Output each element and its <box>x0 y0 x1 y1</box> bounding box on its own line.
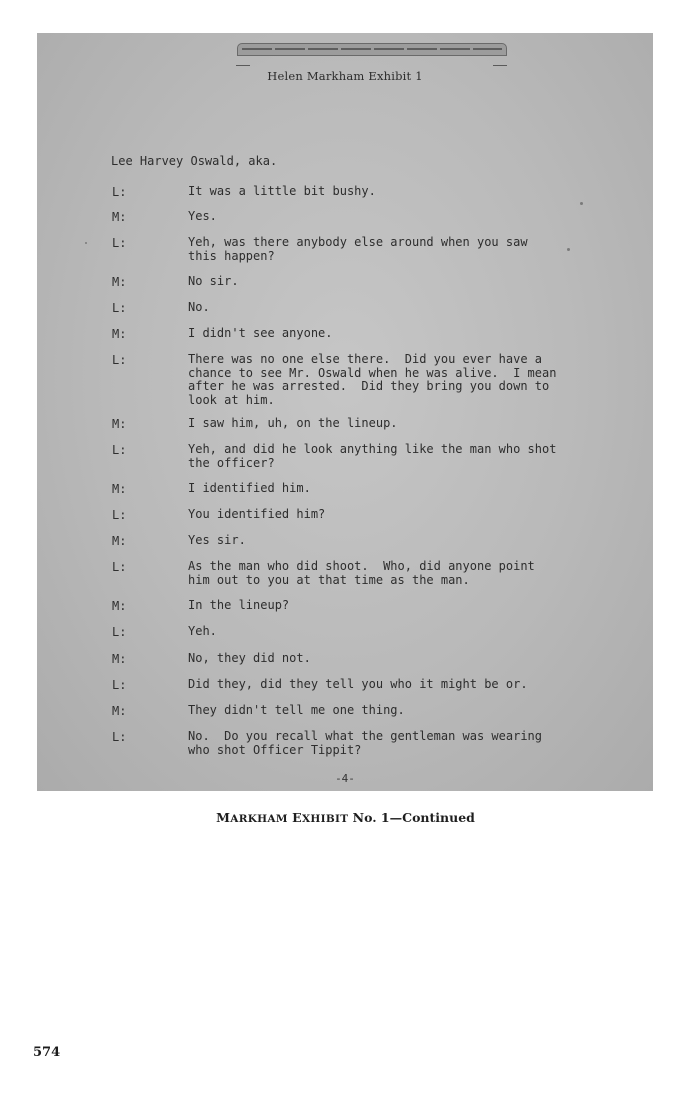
dialogue-text: As the man who did shoot. Who, did anyone point him out to you at that time as the man. <box>188 559 535 587</box>
dialogue-text: Yeh. <box>188 624 217 638</box>
speaker-label: L: <box>112 678 127 692</box>
speaker-label: L: <box>112 625 127 639</box>
caption-part: No. 1—Continued <box>348 810 475 825</box>
dialogue-text: I didn't see anyone. <box>188 326 333 340</box>
dialogue-text: No, they did not. <box>188 651 311 665</box>
speaker-label: L: <box>112 353 127 367</box>
clip-mark-right <box>493 65 507 66</box>
speaker-label: M: <box>112 599 127 613</box>
exhibit-label: Helen Markham Exhibit 1 <box>267 69 423 83</box>
speck-mark <box>567 248 570 251</box>
dialogue-text: In the lineup? <box>188 598 290 612</box>
dialogue-text: No. <box>188 300 210 314</box>
speaker-label: L: <box>112 560 127 574</box>
speaker-label: M: <box>112 417 127 431</box>
clipboard-clip <box>237 43 507 56</box>
exhibit-photo <box>37 33 653 791</box>
dialogue-text: Yeh, and did he look anything like the man who shot the officer? <box>188 442 557 470</box>
sheet-page-number: -4- <box>335 772 355 785</box>
speaker-label: L: <box>112 508 127 522</box>
dialogue-text: No. Do you recall what the gentleman was wearing who shot Officer Tippit? <box>188 729 543 757</box>
dialogue-text: It was a little bit bushy. <box>188 184 376 198</box>
speaker-label: M: <box>112 210 127 224</box>
dialogue-text: Yes sir. <box>188 533 246 547</box>
clip-mark-left <box>236 65 250 66</box>
speck-mark <box>85 242 87 244</box>
dialogue-text: Yes. <box>188 209 217 223</box>
dialogue-text: I identified him. <box>188 481 311 495</box>
speaker-label: M: <box>112 275 127 289</box>
book-page-number: 574 <box>33 1045 61 1060</box>
dialogue-text: Yeh, was there anybody else around when you saw this happen? <box>188 235 528 263</box>
dialogue-text: No sir. <box>188 274 239 288</box>
caption-part: MARKHAM <box>216 810 288 825</box>
speaker-label: L: <box>112 236 127 250</box>
exhibit-caption <box>0 810 691 825</box>
dialogue-text: They didn't tell me one thing. <box>188 703 405 717</box>
transcript-subject: Lee Harvey Oswald, aka. <box>111 154 278 168</box>
caption-part: EXHIBIT <box>292 810 349 825</box>
speck-mark <box>580 202 583 205</box>
speaker-label: L: <box>112 443 127 457</box>
dialogue-text: There was no one else there. Did you ever have a chance to see Mr. Oswald when he was alive. I mean after he was arrested. Did they bring you down to look at him. <box>188 352 557 407</box>
speaker-label: M: <box>112 482 127 496</box>
speaker-label: L: <box>112 730 127 744</box>
dialogue-text: I saw him, uh, on the lineup. <box>188 416 398 430</box>
speaker-label: L: <box>112 301 127 315</box>
speaker-label: M: <box>112 327 127 341</box>
speaker-label: L: <box>112 185 127 199</box>
dialogue-text: Did they, did they tell you who it might be or. <box>188 677 528 691</box>
speaker-label: M: <box>112 652 127 666</box>
speaker-label: M: <box>112 704 127 718</box>
speaker-label: M: <box>112 534 127 548</box>
dialogue-text: You identified him? <box>188 507 326 521</box>
